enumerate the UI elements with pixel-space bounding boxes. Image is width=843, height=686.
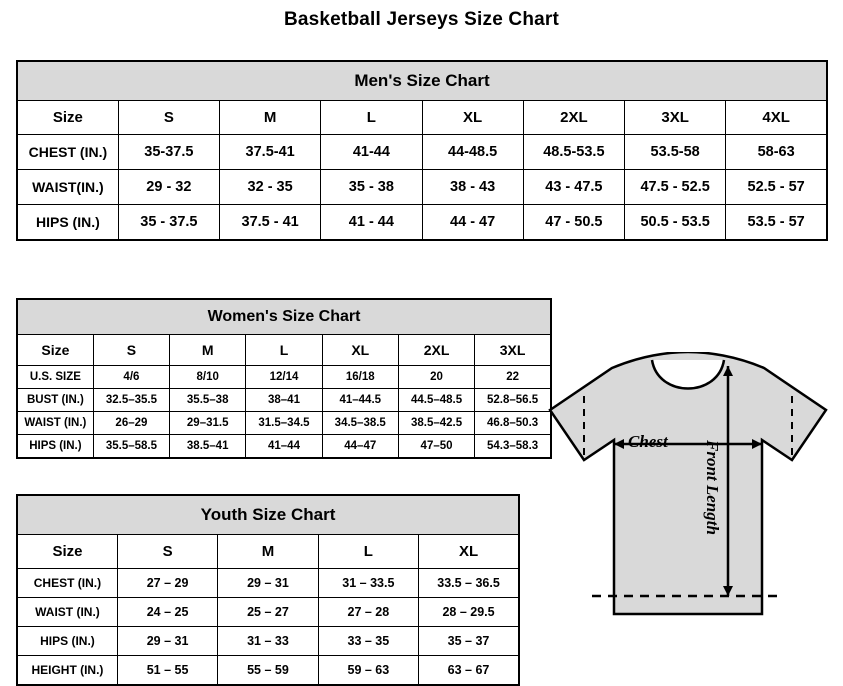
womens-header-3xl: 3XL	[475, 335, 551, 366]
youth-waist-l: 27 – 28	[318, 598, 418, 627]
youth-row-label-waist: WAIST (IN.)	[17, 598, 117, 627]
womens-bust-xl: 41–44.5	[322, 389, 398, 412]
youth-header-size: Size	[17, 535, 117, 569]
table-row	[17, 435, 551, 459]
mens-waist-l: 35 - 38	[321, 170, 422, 205]
womens-waist-m: 29–31.5	[170, 412, 246, 435]
mens-hips-xl: 44 - 47	[422, 205, 523, 241]
youth-size-chart-table	[16, 494, 520, 686]
mens-waist-4xl: 52.5 - 57	[726, 170, 827, 205]
mens-header-2xl: 2XL	[523, 101, 624, 135]
mens-chest-m: 37.5-41	[220, 135, 321, 170]
womens-waist-3xl: 46.8–50.3	[475, 412, 551, 435]
youth-waist-xl: 28 – 29.5	[419, 598, 519, 627]
womens-table-band-row	[17, 299, 551, 335]
womens-bust-s: 32.5–35.5	[93, 389, 169, 412]
mens-waist-2xl: 43 - 47.5	[523, 170, 624, 205]
womens-ussize-s: 4/6	[93, 366, 169, 389]
table-row	[17, 366, 551, 389]
youth-header-m: M	[218, 535, 318, 569]
womens-table-header-row	[17, 335, 551, 366]
table-row	[17, 170, 827, 205]
youth-header-l: L	[318, 535, 418, 569]
youth-table-band-label: Youth Size Chart	[17, 495, 519, 535]
mens-chest-3xl: 53.5-58	[625, 135, 726, 170]
womens-hips-3xl: 54.3–58.3	[475, 435, 551, 459]
youth-header-xl: XL	[419, 535, 519, 569]
youth-height-s: 51 – 55	[117, 656, 217, 686]
mens-waist-3xl: 47.5 - 52.5	[625, 170, 726, 205]
womens-table-band-label: Women's Size Chart	[17, 299, 551, 335]
womens-waist-2xl: 38.5–42.5	[398, 412, 474, 435]
mens-table-band-label: Men's Size Chart	[17, 61, 827, 101]
front-length-label: Front Length	[703, 440, 722, 535]
womens-hips-xl: 44–47	[322, 435, 398, 459]
table-row	[17, 412, 551, 435]
womens-ussize-2xl: 20	[398, 366, 474, 389]
mens-row-label-hips: HIPS (IN.)	[17, 205, 118, 241]
womens-header-s: S	[93, 335, 169, 366]
mens-header-3xl: 3XL	[625, 101, 726, 135]
youth-height-l: 59 – 63	[318, 656, 418, 686]
jersey-shirt-icon	[540, 352, 840, 667]
mens-chest-s: 35-37.5	[118, 135, 219, 170]
womens-waist-xl: 34.5–38.5	[322, 412, 398, 435]
womens-hips-2xl: 47–50	[398, 435, 474, 459]
womens-row-label-bust: BUST (IN.)	[17, 389, 93, 412]
mens-header-xl: XL	[422, 101, 523, 135]
youth-table-band-row	[17, 495, 519, 535]
womens-bust-l: 38–41	[246, 389, 322, 412]
womens-header-2xl: 2XL	[398, 335, 474, 366]
youth-row-label-height: HEIGHT (IN.)	[17, 656, 117, 686]
table-row	[17, 135, 827, 170]
womens-ussize-m: 8/10	[170, 366, 246, 389]
youth-hips-l: 33 – 35	[318, 627, 418, 656]
womens-header-l: L	[246, 335, 322, 366]
womens-header-xl: XL	[322, 335, 398, 366]
womens-waist-s: 26–29	[93, 412, 169, 435]
womens-hips-s: 35.5–58.5	[93, 435, 169, 459]
womens-header-m: M	[170, 335, 246, 366]
womens-row-label-waist: WAIST (IN.)	[17, 412, 93, 435]
mens-hips-s: 35 - 37.5	[118, 205, 219, 241]
mens-waist-xl: 38 - 43	[422, 170, 523, 205]
womens-hips-m: 38.5–41	[170, 435, 246, 459]
womens-row-label-us-size: U.S. SIZE	[17, 366, 93, 389]
womens-size-chart-table	[16, 298, 552, 459]
youth-chest-s: 27 – 29	[117, 569, 217, 598]
youth-chest-m: 29 – 31	[218, 569, 318, 598]
womens-bust-3xl: 52.8–56.5	[475, 389, 551, 412]
mens-table-header-row	[17, 101, 827, 135]
mens-hips-4xl: 53.5 - 57	[726, 205, 827, 241]
table-row	[17, 656, 519, 686]
womens-ussize-xl: 16/18	[322, 366, 398, 389]
womens-hips-l: 41–44	[246, 435, 322, 459]
mens-header-l: L	[321, 101, 422, 135]
table-row	[17, 627, 519, 656]
mens-chest-2xl: 48.5-53.5	[523, 135, 624, 170]
mens-chest-xl: 44-48.5	[422, 135, 523, 170]
youth-hips-m: 31 – 33	[218, 627, 318, 656]
jersey-measurement-diagram	[540, 352, 840, 667]
table-row	[17, 389, 551, 412]
mens-row-label-waist: WAIST(IN.)	[17, 170, 118, 205]
womens-bust-m: 35.5–38	[170, 389, 246, 412]
youth-header-s: S	[117, 535, 217, 569]
mens-size-chart-table	[16, 60, 828, 241]
womens-row-label-hips: HIPS (IN.)	[17, 435, 93, 459]
womens-header-size: Size	[17, 335, 93, 366]
mens-chest-4xl: 58-63	[726, 135, 827, 170]
youth-row-label-chest: CHEST (IN.)	[17, 569, 117, 598]
mens-chest-l: 41-44	[321, 135, 422, 170]
mens-hips-3xl: 50.5 - 53.5	[625, 205, 726, 241]
youth-chest-l: 31 – 33.5	[318, 569, 418, 598]
womens-ussize-3xl: 22	[475, 366, 551, 389]
mens-header-size: Size	[17, 101, 118, 135]
mens-waist-m: 32 - 35	[220, 170, 321, 205]
mens-row-label-chest: CHEST (IN.)	[17, 135, 118, 170]
mens-hips-l: 41 - 44	[321, 205, 422, 241]
page-title: Basketball Jerseys Size Chart	[283, 9, 560, 30]
mens-header-m: M	[220, 101, 321, 135]
youth-chest-xl: 33.5 – 36.5	[419, 569, 519, 598]
mens-hips-2xl: 47 - 50.5	[523, 205, 624, 241]
youth-row-label-hips: HIPS (IN.)	[17, 627, 117, 656]
mens-waist-s: 29 - 32	[118, 170, 219, 205]
table-row	[17, 205, 827, 241]
youth-table-header-row	[17, 535, 519, 569]
table-row	[17, 569, 519, 598]
womens-waist-l: 31.5–34.5	[246, 412, 322, 435]
youth-height-m: 55 – 59	[218, 656, 318, 686]
womens-bust-2xl: 44.5–48.5	[398, 389, 474, 412]
mens-table-band-row	[17, 61, 827, 101]
chest-label: Chest	[628, 432, 668, 451]
youth-waist-m: 25 – 27	[218, 598, 318, 627]
table-row	[17, 598, 519, 627]
mens-hips-m: 37.5 - 41	[220, 205, 321, 241]
youth-hips-xl: 35 – 37	[419, 627, 519, 656]
youth-hips-s: 29 – 31	[117, 627, 217, 656]
womens-ussize-l: 12/14	[246, 366, 322, 389]
mens-header-4xl: 4XL	[726, 101, 827, 135]
youth-waist-s: 24 – 25	[117, 598, 217, 627]
mens-header-s: S	[118, 101, 219, 135]
shirt-outline	[550, 352, 826, 614]
youth-height-xl: 63 – 67	[419, 656, 519, 686]
